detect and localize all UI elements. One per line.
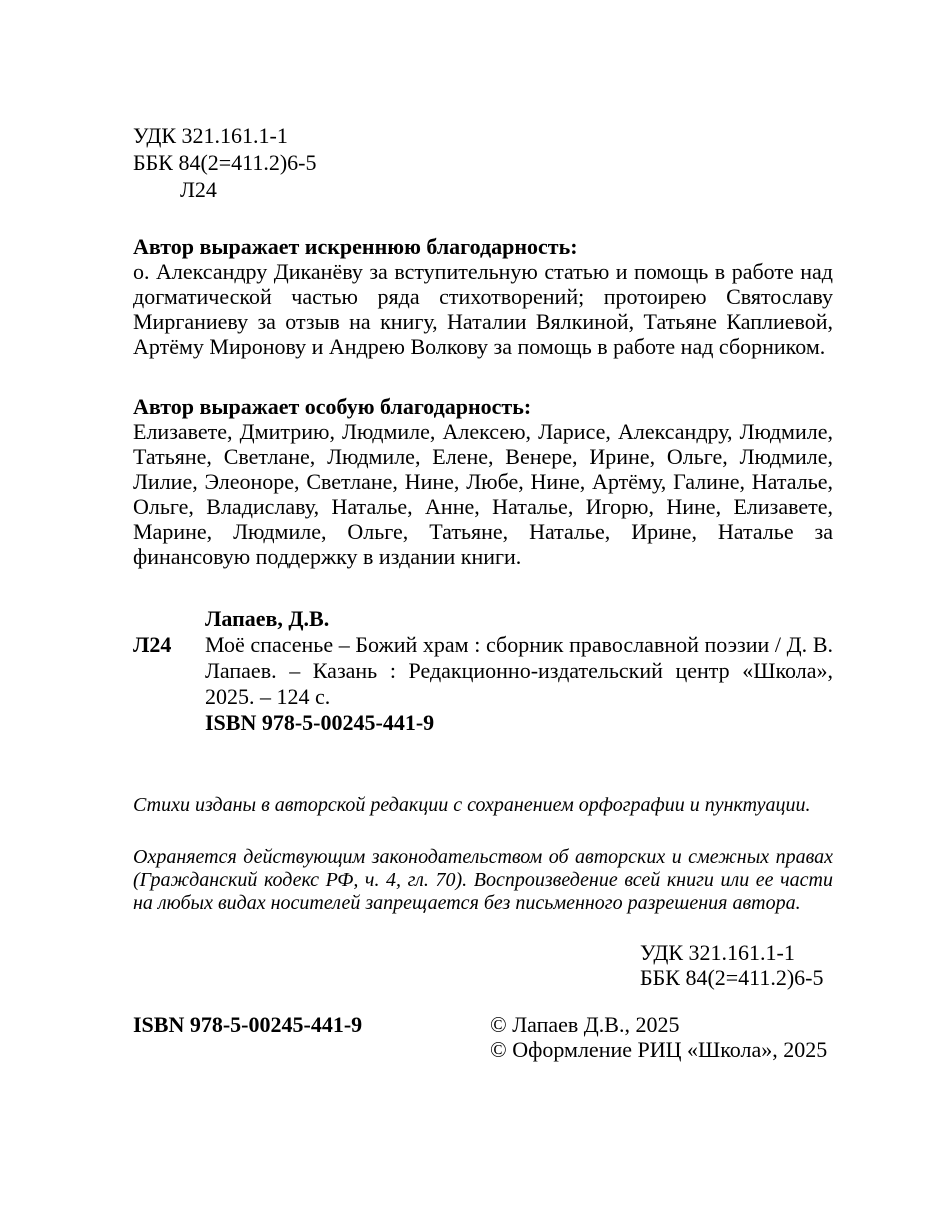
copyright-protection-note: Охраняется действующим законодательством об авторских и смежных правах (Гражданский кодекс РФ, ч. 4, гл. 70). Воспроизведение всей книги или ее части на любых видах носителей запрещается без письменного разрешения автора. [133, 846, 833, 914]
acknowledgment-body-sincere: о. Александру Диканёву за вступительную статью и помощь в работе над догматической частью ряда стихотворений; протоирею Святославу Мирганиеву за отзыв на книгу, Наталии Вялкиной, Татьяне Каплиевой, Артёму Миронову и Андрею Волкову за помощь в работе над сборником. [133, 259, 833, 359]
udk-code-bottom: УДК 321.161.1-1 [640, 940, 795, 965]
bottom-bibliographic-codes [640, 940, 833, 990]
copyright-publisher-line: © Оформление РИЦ «Школа», 2025 [490, 1037, 828, 1062]
acknowledgment-body-special: Елизавете, Дмитрию, Людмиле, Алексею, Ларисе, Александру, Людмиле, Татьяне, Светлане, Людмиле, Елене, Венере, Ирине, Ольге, Людмиле, Лилие, Элеоноре, Светлане, Нине, Любе, Нине, Артёму, Галине, Наталье, Ольге, Владиславу, Наталье, Анне, Наталье, Игорю, Нине, Елизавете, Марине, Людмиле, Ольге, Татьяне, Наталье, Ирине, Наталье за финансовую поддержку в издании книги. [133, 419, 833, 569]
catalog-card-description: Моё спасенье – Божий храм : сборник православной поэзии / Д. В. Лапаев. – Казань : Редакционно-издательский центр «Школа», 2025. – 124 с. [205, 632, 833, 709]
author-sign-top: Л24 [180, 177, 217, 202]
acknowledgment-heading-special: Автор выражает особую благодарность: [133, 394, 532, 419]
catalog-card-row [133, 632, 833, 710]
acknowledgment-heading-sincere: Автор выражает искреннюю благодарность: [133, 234, 578, 259]
edition-note: Стихи изданы в авторской редакции с сохранением орфографии и пунктуации. [133, 794, 811, 816]
copyright-block [490, 1012, 827, 1062]
catalog-card [133, 606, 833, 736]
top-bibliographic-codes [133, 122, 833, 203]
catalog-card-author-sign: Л24 [133, 632, 172, 657]
bbk-code-bottom: ББК 84(2=411.2)6-5 [640, 965, 824, 990]
bottom-row [133, 1012, 833, 1062]
bbk-code-top: ББК 84(2=411.2)6-5 [133, 150, 317, 175]
udk-code-top: УДК 321.161.1-1 [133, 123, 288, 148]
catalog-card-author: Лапаев, Д.В. [205, 606, 330, 631]
catalog-card-isbn: ISBN 978-5-00245-441-9 [205, 710, 435, 735]
copyright-author-line: © Лапаев Д.В., 2025 [490, 1012, 680, 1037]
isbn-bottom: ISBN 978-5-00245-441-9 [133, 1012, 363, 1037]
